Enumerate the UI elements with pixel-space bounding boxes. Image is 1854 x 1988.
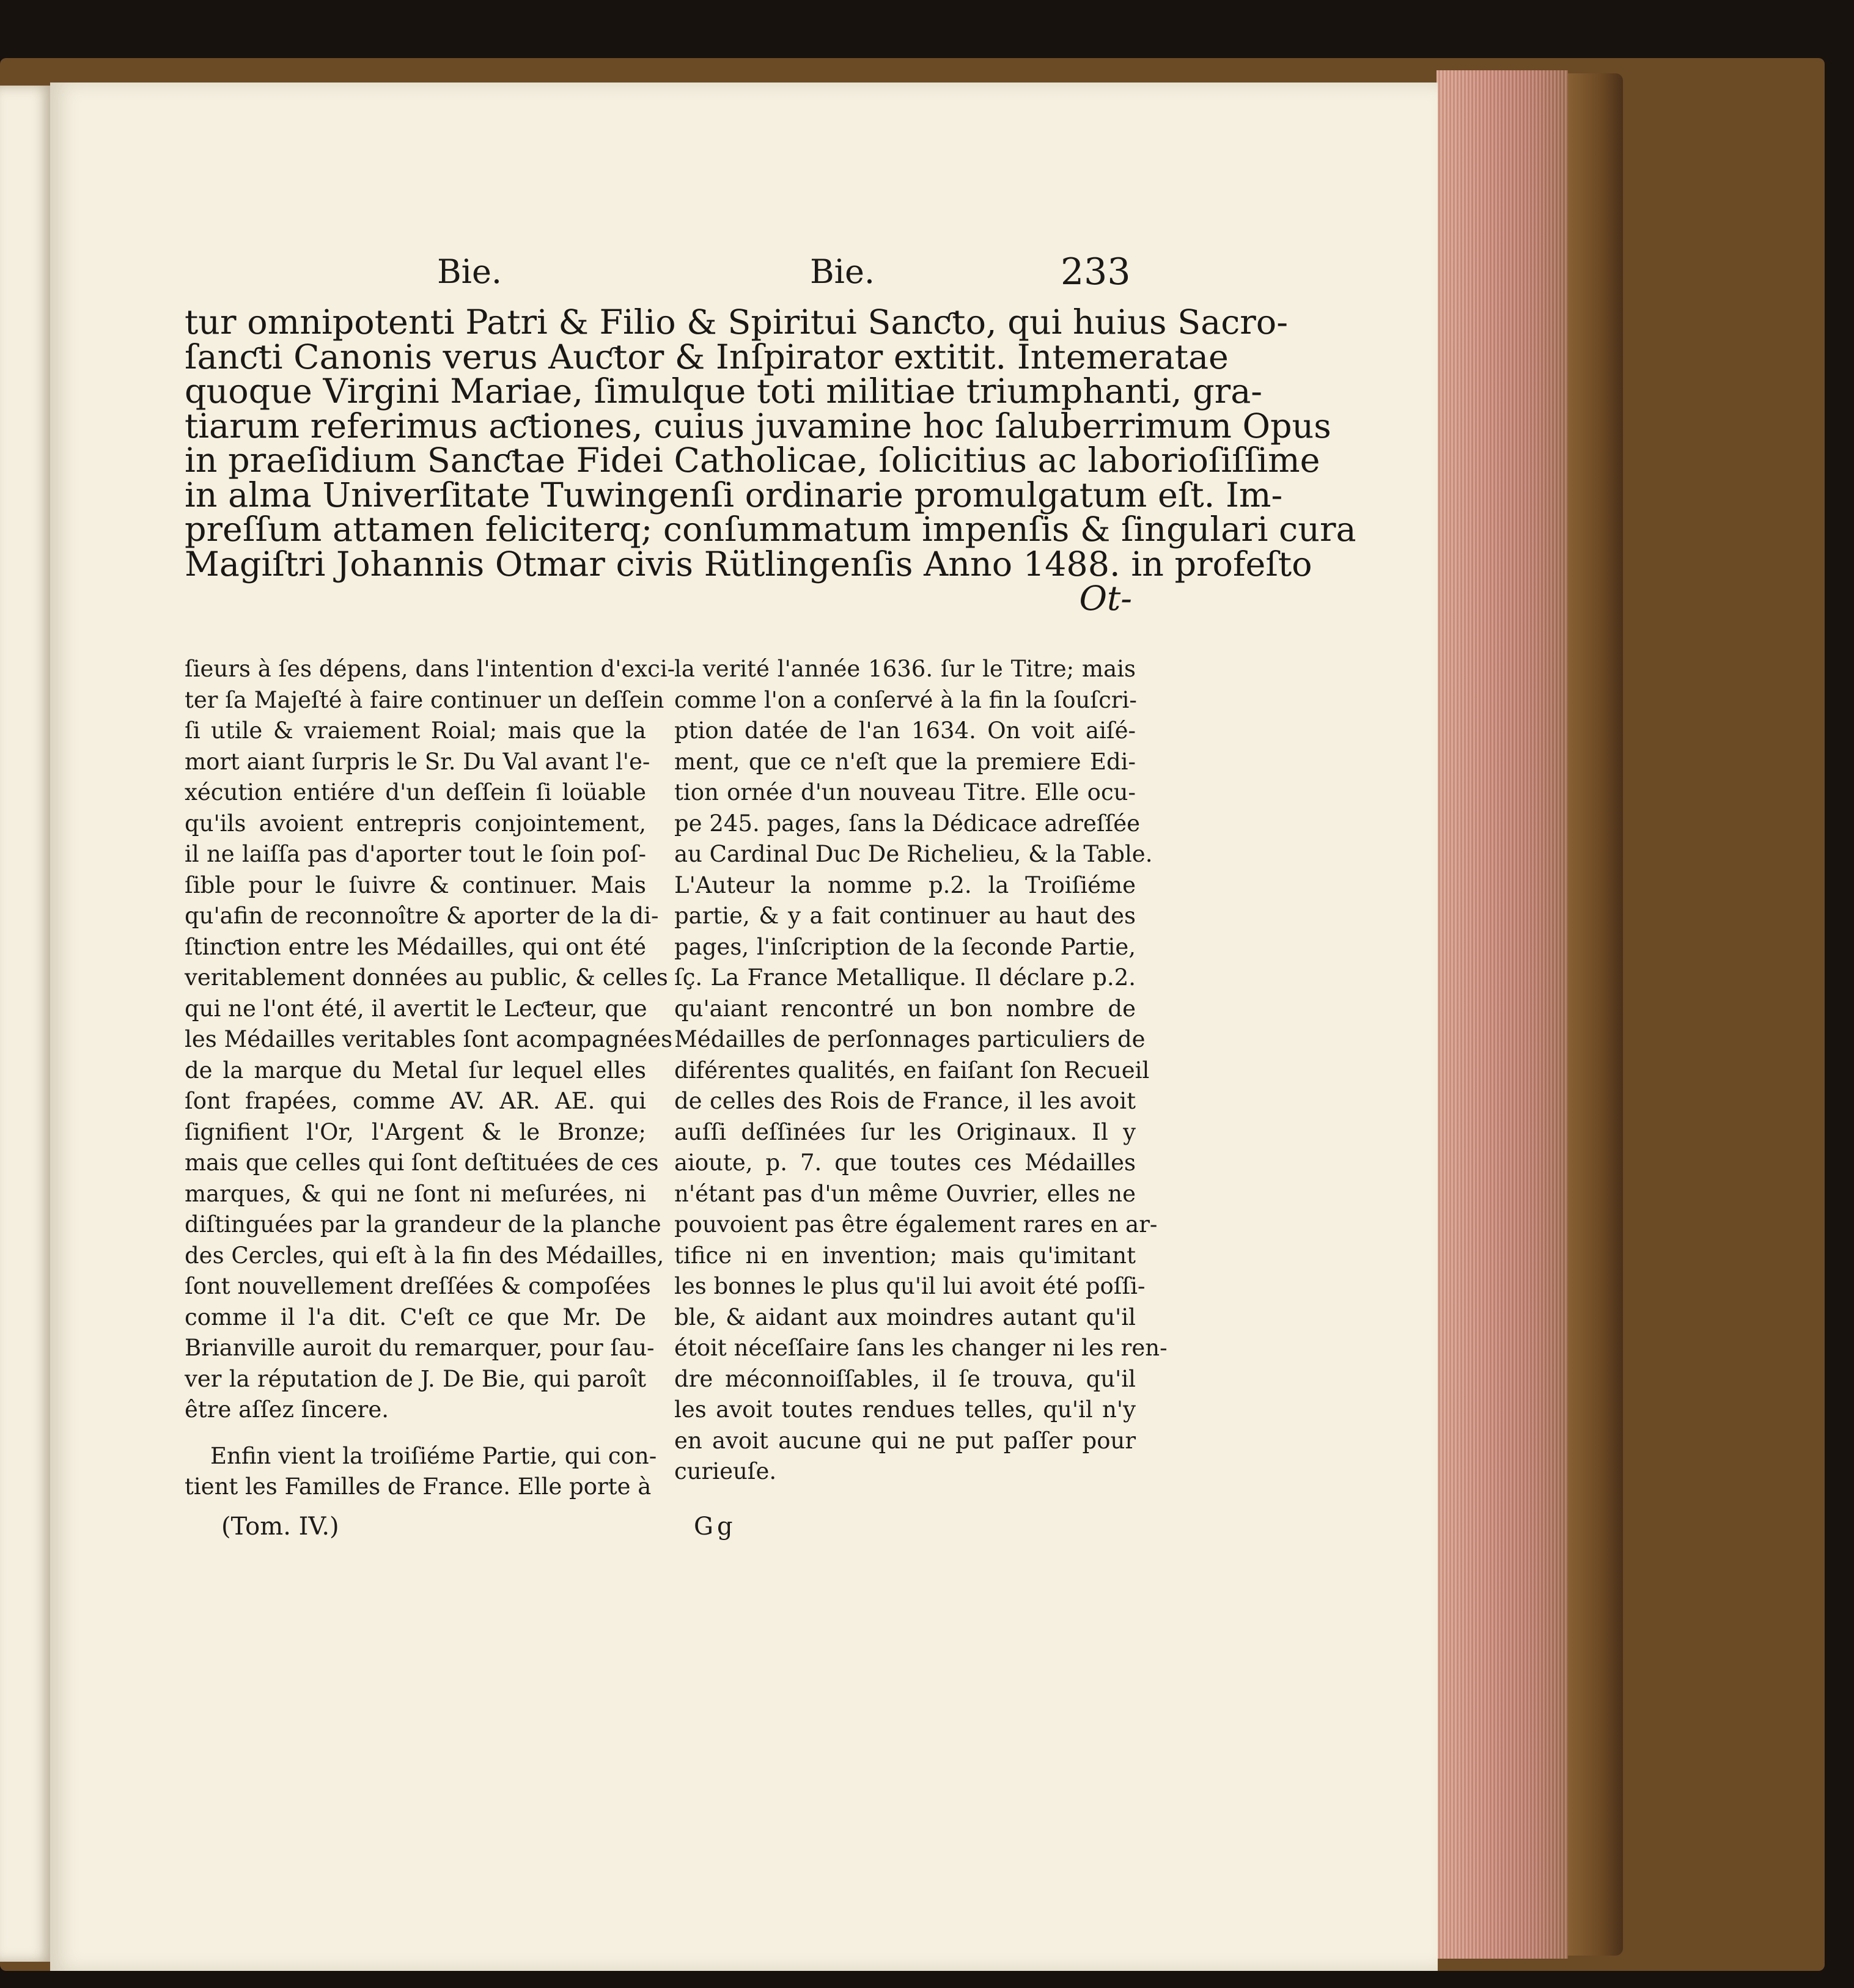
left-column-line: qui ne l'ont été, il avertit le Leƈteur, que bbox=[185, 995, 647, 1022]
left-column-line: ver la réputation de J. De Bie, qui paroît bbox=[185, 1365, 646, 1392]
left-column-line: ſont nouvellement dreſſées & compoſées bbox=[185, 1273, 651, 1299]
left-column-line: ſible pour le ſuivre & continuer. Mais bbox=[185, 871, 646, 898]
right-column-line: diférentes qualités, en faiſant ſon Recueil bbox=[674, 1057, 1150, 1084]
right-column-line: pouvoient pas être également rares en ar- bbox=[674, 1211, 1158, 1238]
right-column-line: pages, l'inſcription de la ſeconde Partie, bbox=[674, 933, 1136, 960]
latin-line: tiarum referimus aƈtiones, cuius juvamine hoc ſaluberrimum Opus bbox=[185, 406, 1331, 446]
right-column-line: tifice ni en invention; mais qu'imitant bbox=[674, 1242, 1136, 1269]
left-column-line: diſtinguées par la grandeur de la planche bbox=[185, 1211, 661, 1238]
right-column-line: comme l'on a conſervé à la fin la ſouſcri- bbox=[674, 686, 1137, 713]
left-column-line: Brianville auroit du remarquer, pour ſau- bbox=[185, 1335, 655, 1361]
running-head-left: Bie. bbox=[437, 252, 502, 291]
left-column-line: être aſſez ſincere. bbox=[185, 1396, 389, 1423]
right-column-line: n'étant pas d'un même Ouvrier, elles ne bbox=[674, 1180, 1136, 1207]
left-column-line: qu'ils avoient entrepris conjointement, bbox=[185, 810, 646, 837]
volume-mark: (Tom. IV.) bbox=[221, 1513, 339, 1541]
left-column-line: ter ſa Majeſté à faire continuer un deſſein bbox=[185, 686, 664, 713]
right-column-line: ſç. La France Metallique. Il déclare p.2. bbox=[674, 964, 1136, 991]
left-column-paragraph-line: tient les Familles de France. Elle porte à bbox=[185, 1473, 652, 1500]
latin-line: tur omnipotenti Patri & Filio & Spiritui Sanƈto, qui huius Sacro- bbox=[185, 303, 1288, 342]
left-column-line: ſont frapées, comme AV. AR. AE. qui bbox=[185, 1088, 646, 1114]
left-column bbox=[185, 654, 675, 1503]
left-column-line: mais que celles qui ſont deſtituées de ces bbox=[185, 1150, 659, 1176]
left-column-line: xécution entiére d'un deſſein ſi loüable bbox=[185, 779, 646, 805]
latin-line: in alma Univerſitate Tuwingenſi ordinarie promulgatum eſt. Im- bbox=[185, 475, 1283, 515]
right-column-line: tion ornée d'un nouveau Titre. Elle ocu- bbox=[674, 779, 1136, 805]
right-column-line: ption datée de l'an 1634. On voit aiſé- bbox=[674, 717, 1136, 744]
latin-colophon-block bbox=[185, 303, 1356, 618]
running-head-middle: Bie. bbox=[810, 252, 875, 291]
signature-mark: Gg bbox=[694, 1513, 737, 1541]
latin-line: ſanƈti Canonis verus Auƈtor & Inſpirator extitit. Intemeratae bbox=[185, 337, 1229, 377]
left-column-line: marques, & qui ne ſont ni meſurées, ni bbox=[185, 1180, 646, 1207]
left-column-line: ſieurs à ſes dépens, dans l'intention d'exci- bbox=[185, 656, 675, 682]
left-column-line: de la marque du Metal ſur lequel elles bbox=[185, 1057, 646, 1084]
right-column-line: la verité l'année 1636. ſur le Titre; mais bbox=[674, 656, 1136, 682]
latin-line: Magiſtri Johannis Otmar civis Rütlingenſis Anno 1488. in profeſto bbox=[185, 544, 1312, 584]
latin-line: preſſum attamen feliciterq; conſummatum impenſis & ſingulari cura bbox=[185, 510, 1356, 549]
right-column-line: ment, que ce n'eſt que la premiere Edi- bbox=[674, 748, 1136, 775]
latin-catchword: Ot- bbox=[1079, 579, 1132, 618]
right-column-line: pe 245. pages, ſans la Dédicace adreſſée bbox=[674, 810, 1141, 837]
left-column-line: veritablement données au public, & celles bbox=[185, 964, 668, 991]
left-column-line: comme il l'a dit. C'eſt ce que Mr. De bbox=[185, 1304, 646, 1330]
book-cover-edge bbox=[1565, 73, 1623, 1956]
right-column-line: Médailles de perſonnages particuliers de bbox=[674, 1026, 1146, 1052]
right-column-line: curieuſe. bbox=[674, 1458, 777, 1484]
page-block-edge bbox=[1436, 70, 1568, 1959]
left-column-line: les Médailles veritables ſont acompagnées bbox=[185, 1026, 673, 1052]
left-column-line: qu'afin de reconnoître & aporter de la di- bbox=[185, 903, 659, 929]
left-column-line: mort aiant ſurpris le Sr. Du Val avant l'e- bbox=[185, 748, 650, 775]
right-column-line: étoit néceſſaire ſans les changer ni les ren- bbox=[674, 1335, 1168, 1361]
left-column-line: ſi utile & vraiement Roial; mais que la bbox=[185, 717, 646, 744]
right-column-line: aioute, p. 7. que toutes ces Médailles bbox=[674, 1150, 1136, 1176]
left-column-paragraph-line: Enfin vient la troiſiéme Partie, qui con- bbox=[210, 1442, 657, 1469]
right-column-line: L'Auteur la nomme p.2. la Troiſiéme bbox=[674, 871, 1136, 898]
left-column-line: ſtinƈtion entre les Médailles, qui ont été bbox=[185, 933, 646, 960]
right-column-line: partie, & y a fait continuer au haut des bbox=[674, 903, 1136, 929]
right-column-line: dre méconnoiſſables, il ſe trouva, qu'il bbox=[674, 1365, 1136, 1392]
left-page-edge bbox=[0, 86, 52, 1962]
right-column-line: qu'aiant rencontré un bon nombre de bbox=[674, 995, 1136, 1022]
right-column-line: au Cardinal Duc De Richelieu, & la Table. bbox=[674, 841, 1153, 867]
left-column-line: il ne laiſſa pas d'aporter tout le ſoin poſ- bbox=[185, 841, 646, 867]
page-number: 233 bbox=[1061, 251, 1131, 293]
right-column-line: ble, & aidant aux moindres autant qu'il bbox=[674, 1304, 1136, 1330]
right-column-line: les avoit toutes rendues telles, qu'il n'y bbox=[674, 1396, 1136, 1423]
left-column-line: ſignifient l'Or, l'Argent & le Bronze; bbox=[185, 1118, 646, 1145]
latin-line: quoque Virgini Mariae, ſimulque toti militiae triumphanti, gra- bbox=[185, 372, 1263, 411]
left-column-line: des Cercles, qui eſt à la fin des Médailles, bbox=[185, 1242, 664, 1269]
right-column-line: en avoit aucune qui ne put paſſer pour bbox=[674, 1427, 1136, 1454]
right-column-line: de celles des Rois de France, il les avoit bbox=[674, 1088, 1136, 1114]
latin-line: in praeſidium Sanƈtae Fidei Catholicae, ſolicitius ac laborioſiſſime bbox=[185, 441, 1320, 480]
right-column-line: auſſi deſſinées ſur les Originaux. Il y bbox=[674, 1118, 1136, 1145]
right-column-line: les bonnes le plus qu'il lui avoit été poſſi- bbox=[674, 1273, 1146, 1299]
right-column bbox=[674, 654, 1168, 1487]
